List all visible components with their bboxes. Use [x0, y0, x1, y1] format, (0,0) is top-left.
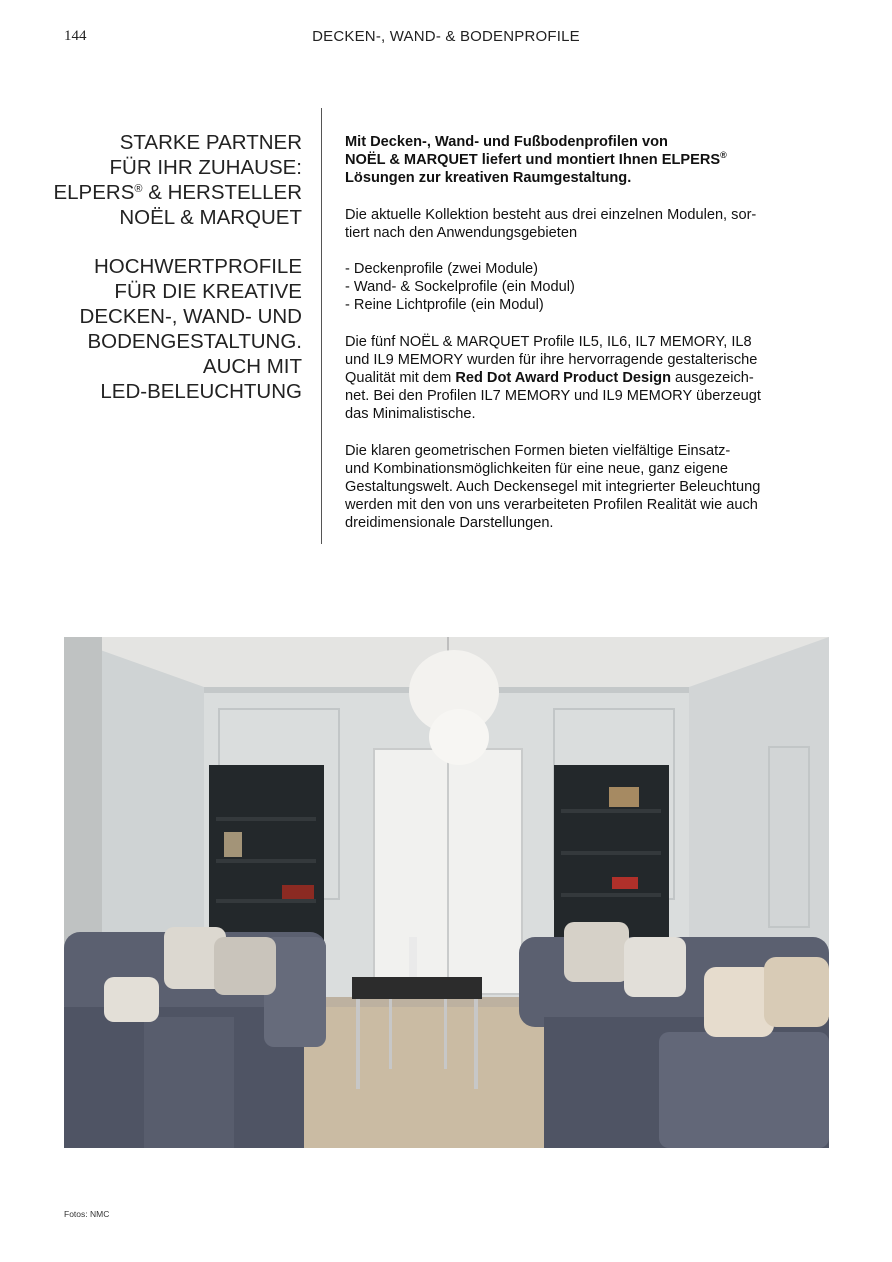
- award-line: net. Bei den Profilen IL7 MEMORY und IL9 MEMORY überzeugt: [345, 388, 761, 405]
- column-divider: [321, 108, 322, 544]
- lead-paragraph: [345, 133, 835, 188]
- page-number: 144: [64, 28, 87, 44]
- headline-line: FÜR IHR ZUHAUSE:: [109, 156, 302, 179]
- intro-paragraph: [345, 206, 835, 242]
- award-line: das Minimalistische.: [345, 406, 476, 423]
- award-paragraph: [345, 333, 835, 424]
- right-column: [345, 133, 835, 551]
- left-column: [40, 130, 302, 428]
- lead-line: [345, 151, 835, 169]
- brand-name: ELPERS: [53, 181, 135, 204]
- headline-line: STARKE PARTNER: [119, 131, 302, 154]
- subheadline-line: BODENGESTALTUNG.: [87, 330, 302, 353]
- award-line: [345, 369, 835, 387]
- list-item: - Reine Lichtprofile (ein Modul): [345, 297, 544, 314]
- subheadline-line: FÜR DIE KREATIVE: [114, 280, 302, 303]
- subheadline-line: HOCHWERTPROFILE: [93, 255, 302, 278]
- lead-fragment: NOËL & MARQUET liefert und montiert Ihnen ELPERS: [345, 152, 721, 169]
- closing-line: und Kombinationsmöglichkeiten für eine neue, ganz eigene: [345, 460, 728, 477]
- closing-line: dreidimensionale Darstellungen.: [345, 515, 554, 532]
- module-list: [345, 260, 835, 315]
- headline-line: [40, 180, 302, 205]
- award-line: und IL9 MEMORY wurden für ihre hervorragende gestalterische: [345, 351, 758, 368]
- lead-line: Mit Decken-, Wand- und Fußbodenprofilen von: [345, 134, 668, 150]
- closing-line: Die klaren geometrischen Formen bieten vielfältige Einsatz-: [345, 442, 731, 459]
- running-title: DECKEN-, WAND- & BODENPROFILE: [312, 28, 580, 45]
- award-line: Die fünf NOËL & MARQUET Profile IL5, IL6, IL7 MEMORY, IL8: [345, 333, 752, 350]
- subheadline-line: LED-BELEUCHTUNG: [100, 380, 302, 403]
- subheadline-line: DECKEN-, WAND- UND: [79, 305, 302, 328]
- registered-mark: ®: [134, 183, 143, 195]
- subheadline-line: AUCH MIT: [202, 355, 302, 378]
- subheadline: [40, 254, 302, 404]
- lead-line: Lösungen zur kreativen Raumgestaltung.: [345, 170, 632, 187]
- registered-mark: ®: [720, 150, 727, 161]
- list-item: - Wand- & Sockelprofile (ein Modul): [345, 279, 575, 296]
- headline: [40, 130, 302, 230]
- interior-photo: [64, 637, 829, 1148]
- award-fragment: ausgezeich-: [671, 370, 754, 387]
- photo-credit: Fotos: NMC: [64, 1209, 110, 1219]
- closing-paragraph: [345, 442, 835, 533]
- closing-line: Gestaltungswelt. Auch Deckensegel mit integrierter Beleuchtung: [345, 479, 761, 496]
- intro-line: tiert nach den Anwendungsgebieten: [345, 224, 578, 241]
- headline-line: NOËL & MARQUET: [119, 206, 302, 229]
- award-name: Red Dot Award Product Design: [455, 370, 671, 387]
- list-item: - Deckenprofile (zwei Module): [345, 261, 539, 278]
- award-fragment: Qualität mit dem: [345, 370, 456, 387]
- closing-line: werden mit den von uns verarbeiteten Profilen Realität wie auch: [345, 497, 758, 514]
- headline-fragment: & HERSTELLER: [142, 181, 302, 204]
- intro-line: Die aktuelle Kollektion besteht aus drei einzelnen Modulen, sor-: [345, 206, 757, 223]
